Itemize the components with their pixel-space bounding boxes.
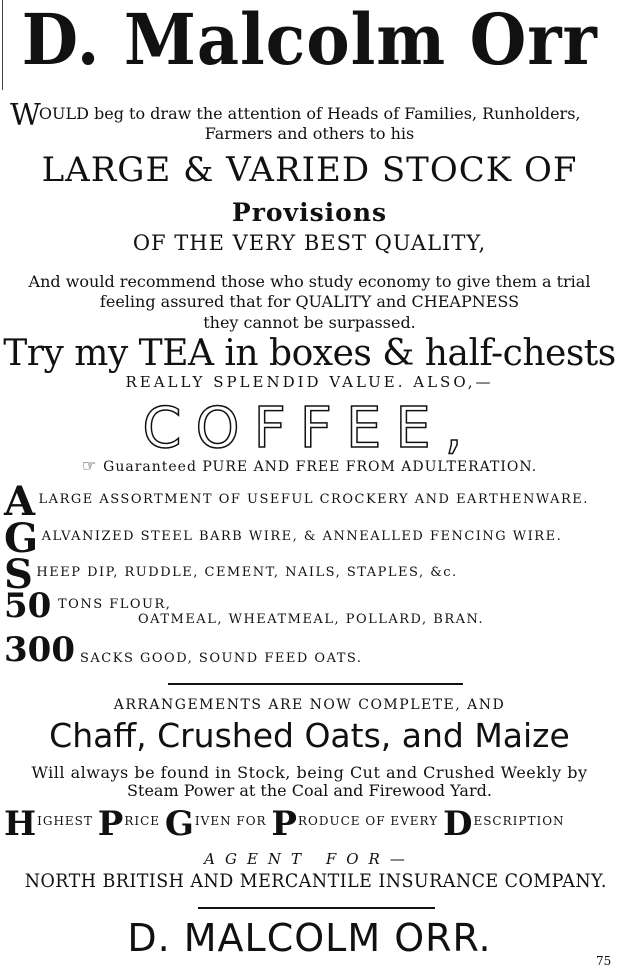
price-word: ESCRIPTION [473,814,565,828]
agent-line: AGENT FOR— [204,850,415,868]
advert-title: D. Malcolm Orr [21,0,598,81]
stock-heading: LARGE & VARIED STOCK OF [41,150,578,190]
item-initial: G [4,515,40,562]
arrangements-line: ARRANGEMENTS ARE NOW COMPLETE, AND [113,697,506,713]
flour-line-1: TONS FLOUR, [58,597,172,612]
left-border-line [2,0,3,90]
price-word: RICE [124,814,161,828]
intro-initial: W [10,98,39,133]
page-number: 75 [596,954,612,968]
intro-line-2: Farmers and others to his [204,124,415,143]
tea-line: Try my TEA in boxes & half-chests [3,333,616,374]
guaranteed-line [0,456,619,475]
price-initial: D [442,804,474,844]
flour-line-2: OATMEAL, WHEATMEAL, POLLARD, BRAN. [138,612,485,627]
signature: D. MALCOLM ORR. [127,916,492,960]
will-line-1: Will always be found in Stock, being Cut and Crushed Weekly by [31,763,588,782]
coffee-heading [0,396,619,461]
item-text: HEEP DIP, RUDDLE, CEMENT, NAILS, STAPLES, &c. [36,565,458,580]
quality-line: OF THE VERY BEST QUALITY, [132,231,487,255]
price-word: IVEN FOR [194,814,267,828]
item-initial: S [4,551,35,598]
price-initial: P [271,804,298,844]
value-line: REALLY SPLENDID VALUE. ALSO,— [125,373,494,391]
price-initial: G [164,804,195,844]
item-text: LARGE ASSORTMENT OF USEFUL CROCKERY AND EARTHENWARE. [38,492,589,507]
provisions-heading: Provisions [231,198,388,227]
item-initial: A [4,478,37,525]
insurance-line: NORTH BRITISH AND MERCANTILE INSURANCE COMPANY. [24,870,607,892]
pointing-hand-icon: ☞ [81,456,98,475]
recommend-line-2: feeling assured that for QUALITY and CHEAPNESS [99,292,520,311]
price-initial: P [97,804,125,844]
intro-line-1-text: OULD beg to draw the attention of Heads of Families, Runholders, [38,104,581,123]
price-line [4,804,565,844]
price-initial: H [4,804,38,844]
price-word: IGHEST [37,814,93,828]
chaff-heading: Chaff, Crushed Oats, and Maize [49,716,570,755]
oats-text: SACKS GOOD, SOUND FEED OATS. [80,651,363,666]
flour-quantity: 50 [4,586,52,626]
divider-rule [198,907,435,909]
price-word: RODUCE OF EVERY [298,814,439,828]
list-item [4,551,458,598]
guaranteed-text: Guaranteed PURE AND FREE FROM ADULTERATION. [103,459,538,475]
item-text: ALVANIZED STEEL BARB WIRE, & ANNEALLED FENCING WIRE. [41,529,563,544]
will-line-2: Steam Power at the Coal and Firewood Yard. [127,781,492,800]
recommend-line-1: And would recommend those who study economy to give them a trial [28,272,591,291]
recommend-line-3: they cannot be surpassed. [203,313,416,332]
divider-rule [168,683,463,685]
coffee-text: COFFEE, [142,396,477,461]
oats-quantity: 300 [4,630,75,670]
